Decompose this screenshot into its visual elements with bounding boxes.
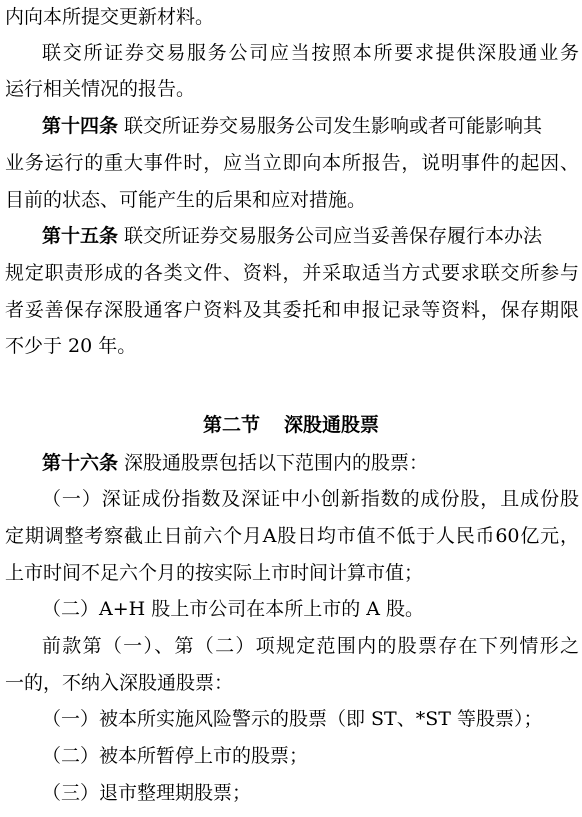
article-text: 联交所证券交易服务公司应当妥善保存履行本办法 <box>118 225 543 247</box>
paragraph-line: （三）退市整理期股票； <box>42 782 252 804</box>
paragraph-line: （一）被本所实施风险警示的股票（即 ST、*ST 等股票）； <box>42 708 543 730</box>
paragraph-line: 业务运行的重大事件时，应当立即向本所报告，说明事件的起因、 <box>5 152 579 174</box>
paragraph-line: 运行相关情况的报告。 <box>5 78 196 100</box>
article-15-line <box>42 223 579 249</box>
section-heading <box>0 412 582 438</box>
section-title: 深股通股票 <box>284 414 380 436</box>
paragraph-line: 者妥善保存深股通客户资料及其委托和申报记录等资料，保存期限 <box>5 299 579 321</box>
article-16-line <box>42 450 579 476</box>
article-label: 第十四条 <box>42 115 119 137</box>
paragraph-line: （二）A+H 股上市公司在本所上市的 A 股。 <box>42 598 425 620</box>
paragraph-line: 一的，不纳入深股通股票： <box>5 672 234 694</box>
article-text: 联交所证券交易服务公司发生影响或者可能影响其 <box>118 115 543 137</box>
paragraph-line: 目前的状态、可能产生的后果和应对措施。 <box>5 189 367 211</box>
article-text: 深股通股票包括以下范围内的股票： <box>118 452 429 474</box>
article-label: 第十六条 <box>42 452 119 474</box>
article-label: 第十五条 <box>42 225 119 247</box>
paragraph-line: 规定职责形成的各类文件、资料，并采取适当方式要求联交所参与 <box>5 262 579 284</box>
paragraph-line: 定期调整考察截止日前六个月A股日均市值不低于人民币60亿元， <box>5 525 579 547</box>
article-14-line <box>42 113 579 139</box>
paragraph-line: 前款第（一）、第（二）项规定范围内的股票存在下列情形之 <box>42 635 579 657</box>
paragraph-line: 上市时间不足六个月的按实际上市时间计算市值； <box>5 562 424 584</box>
paragraph-line: （二）被本所暂停上市的股票； <box>42 745 309 767</box>
paragraph-line: 不少于 20 年。 <box>5 335 137 357</box>
paragraph-line: 联交所证券交易服务公司应当按照本所要求提供深股通业务 <box>42 42 579 64</box>
section-number: 第二节 <box>202 414 260 436</box>
paragraph-line: 内向本所提交更新材料。 <box>5 6 215 28</box>
paragraph-line: （一）深证成份指数及深证中小创新指数的成份股，且成份股 <box>42 488 579 510</box>
